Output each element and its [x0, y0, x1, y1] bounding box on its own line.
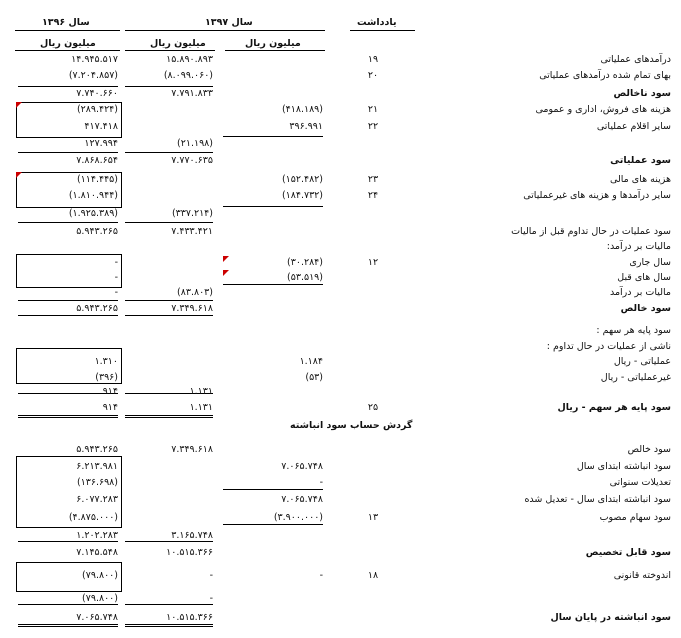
row-value-1396: -	[114, 272, 118, 283]
row-label: عملیاتی - ریال	[613, 356, 671, 367]
row-value-1397-total: -	[209, 593, 213, 604]
row-value-1397-total: ۱۰.۵۱۵.۳۶۶	[166, 612, 213, 623]
unit-label-1397-total: میلیون ریال	[150, 38, 206, 49]
row-label: سود انباشته ابتدای سال	[576, 461, 671, 472]
row-value-1396: -	[114, 287, 118, 298]
row-value-1397-detail: ۷.۰۶۵.۷۴۸	[281, 461, 323, 472]
row-value-1396: (۷۹.۸۰۰)	[82, 570, 118, 581]
row-label: اندوخته قانونی	[613, 570, 671, 581]
row-label: تعدیلات سنواتی	[609, 477, 671, 488]
row-label: سود ناخالص	[613, 88, 671, 99]
row-value-1397-total: ۷.۷۷۰.۶۳۵	[171, 155, 213, 166]
row-value-1397-total: ۷.۳۴۹.۶۱۸	[171, 444, 213, 455]
row-value-1396: ۷.۰۶۵.۷۴۸	[76, 612, 118, 623]
row-value-1396: ۵.۹۴۳.۲۶۵	[76, 226, 118, 237]
row-value-1396: ۹۱۴	[102, 386, 118, 397]
row-label: سود انباشته ابتدای سال - تعدیل شده	[524, 494, 671, 505]
row-value-1397-detail: (۱۵۲.۴۸۲)	[281, 174, 323, 185]
row-value-1397-total: ۱.۱۳۱	[189, 402, 213, 413]
row-value-1396: (۷۹.۸۰۰)	[82, 593, 118, 604]
row-value-1397-total: ۳.۱۶۵.۷۴۸	[171, 530, 213, 541]
row-value-1396: ۷.۷۴۰.۶۶۰	[76, 88, 118, 99]
row-label: سایر اقلام عملیاتی	[596, 121, 671, 132]
row-value-1397-total: ۱۰.۵۱۵.۳۶۶	[166, 547, 213, 558]
row-value-1397-detail: ۳۹۶.۹۹۱	[289, 121, 323, 132]
row-label: مالیات بر درآمد:	[606, 241, 671, 252]
row-note: ۲۵	[367, 402, 379, 413]
row-label: سال جاری	[629, 257, 671, 268]
unit-label-1397-detail: میلیون ریال	[245, 38, 301, 49]
row-note: ۲۰	[367, 70, 379, 81]
row-value-1397-total: -	[209, 570, 213, 581]
row-value-1397-detail: ۷.۰۶۵.۷۴۸	[281, 494, 323, 505]
row-value-1396: ۷.۱۴۵.۵۴۸	[76, 547, 118, 558]
row-value-1397-total: ۷.۷۹۱.۸۳۳	[171, 88, 213, 99]
row-label: سود سهام مصوب	[599, 512, 671, 523]
row-label: سود خالص	[627, 444, 671, 455]
row-value-1397-detail: (۴۱۸.۱۸۹)	[281, 104, 323, 115]
row-value-1396: (۱۳۶.۶۹۸)	[76, 477, 118, 488]
row-label: سود عملیاتی	[610, 155, 671, 166]
row-note: ۲۱	[367, 104, 379, 115]
row-label: هزینه های فروش، اداری و عمومی	[535, 104, 671, 115]
row-label: سود پایه هر سهم :	[596, 325, 671, 336]
row-value-1396: (۴.۸۷۵.۰۰۰)	[68, 512, 118, 523]
row-note: ۱۹	[367, 54, 379, 65]
row-value-1396: ۵.۹۴۳.۲۶۵	[76, 303, 118, 314]
row-value-1397-detail: (۳۰.۲۸۴)	[287, 257, 323, 268]
row-value-1396: ۷.۸۶۸.۶۵۴	[76, 155, 118, 166]
unit-label-1396: میلیون ریال	[40, 38, 96, 49]
row-label: سود قابل تخصیص	[585, 547, 671, 558]
row-note: ۱۳	[367, 512, 379, 523]
row-value-1396: (۳۹۶)	[95, 372, 118, 383]
row-note: ۱۸	[367, 570, 379, 581]
row-value-1397-total: (۳۳۷.۲۱۴)	[171, 208, 213, 219]
row-value-1397-total: ۷.۴۳۳.۴۲۱	[171, 226, 213, 237]
row-value-1397-detail: (۳.۹۰۰.۰۰۰)	[273, 512, 323, 523]
header-year-1397: سال ۱۳۹۷	[205, 17, 253, 28]
section-title: گردش حساب سود انباشته	[290, 420, 413, 431]
header-note: یادداشت	[357, 17, 397, 28]
row-label: غیرعملیاتی - ریال	[600, 372, 671, 383]
row-value-1397-total: ۷.۳۴۹.۶۱۸	[171, 303, 213, 314]
row-note: ۲۲	[367, 121, 379, 132]
row-label: هزینه های مالی	[609, 174, 671, 185]
row-label: سود انباشته در پایان سال	[550, 612, 671, 623]
row-value-1397-total: (۸.۰۹۹.۰۶۰)	[163, 70, 213, 81]
row-note: ۲۴	[367, 190, 379, 201]
row-label: سایر درآمدها و هزینه های غیرعملیاتی	[523, 190, 671, 201]
row-value-1396: -	[114, 257, 118, 268]
row-value-1396: (۱.۸۱۰.۹۴۴)	[68, 190, 118, 201]
row-label: ناشی از عملیات در حال تداوم :	[546, 341, 671, 352]
row-value-1396: (۷.۲۰۴.۸۵۷)	[68, 70, 118, 81]
row-value-1397-detail: ۱.۱۸۴	[299, 356, 323, 367]
row-value-1396: (۱.۹۲۵.۳۸۹)	[68, 208, 118, 219]
row-value-1397-detail: (۵۳)	[305, 372, 323, 383]
row-value-1397-detail: (۱۸۴.۷۳۲)	[281, 190, 323, 201]
row-note: ۱۲	[367, 257, 379, 268]
row-label: بهای تمام شده درآمدهای عملیاتی	[539, 70, 671, 81]
row-value-1397-detail: (۵۳.۵۱۹)	[287, 272, 323, 283]
row-value-1396: ۱.۳۱۰	[94, 356, 118, 367]
row-value-1396: ۶.۲۱۳.۹۸۱	[76, 461, 118, 472]
row-label: مالیات بر درآمد	[609, 287, 671, 298]
header-year-1396: سال ۱۳۹۶	[42, 17, 90, 28]
row-value-1397-total: ۱.۱۳۱	[189, 386, 213, 397]
row-label: سود پایه هر سهم - ریال	[557, 402, 671, 413]
row-label: سود خالص	[620, 303, 671, 314]
row-value-1396: ۹۱۴	[102, 402, 118, 413]
row-value-1397-total: ۱۵.۸۹۰.۸۹۳	[166, 54, 213, 65]
row-note: ۲۳	[367, 174, 379, 185]
row-value-1397-total: (۸۳.۸۰۳)	[177, 287, 213, 298]
row-value-1396: ۱۴.۹۴۵.۵۱۷	[71, 54, 118, 65]
row-value-1396: (۱۱۴.۴۴۵)	[76, 174, 118, 185]
row-value-1397-total: (۲۱.۱۹۸)	[177, 138, 213, 149]
row-value-1397-detail: -	[319, 570, 323, 581]
row-value-1396: ۶.۰۷۷.۲۸۳	[76, 494, 118, 505]
row-label: سود عملیات در حال تداوم قبل از مالیات	[511, 226, 671, 237]
row-label: سال های قبل	[617, 272, 671, 283]
row-value-1396: ۵.۹۴۳.۲۶۵	[76, 444, 118, 455]
row-value-1396: (۲۸۹.۴۲۴)	[76, 104, 118, 115]
row-label: درآمدهای عملیاتی	[600, 54, 671, 65]
row-value-1397-detail: -	[319, 477, 323, 488]
row-value-1396: ۱۲۷.۹۹۴	[84, 138, 118, 149]
row-value-1396: ۴۱۷.۴۱۸	[84, 121, 118, 132]
row-value-1396: ۱.۲۰۲.۲۸۳	[76, 530, 118, 541]
